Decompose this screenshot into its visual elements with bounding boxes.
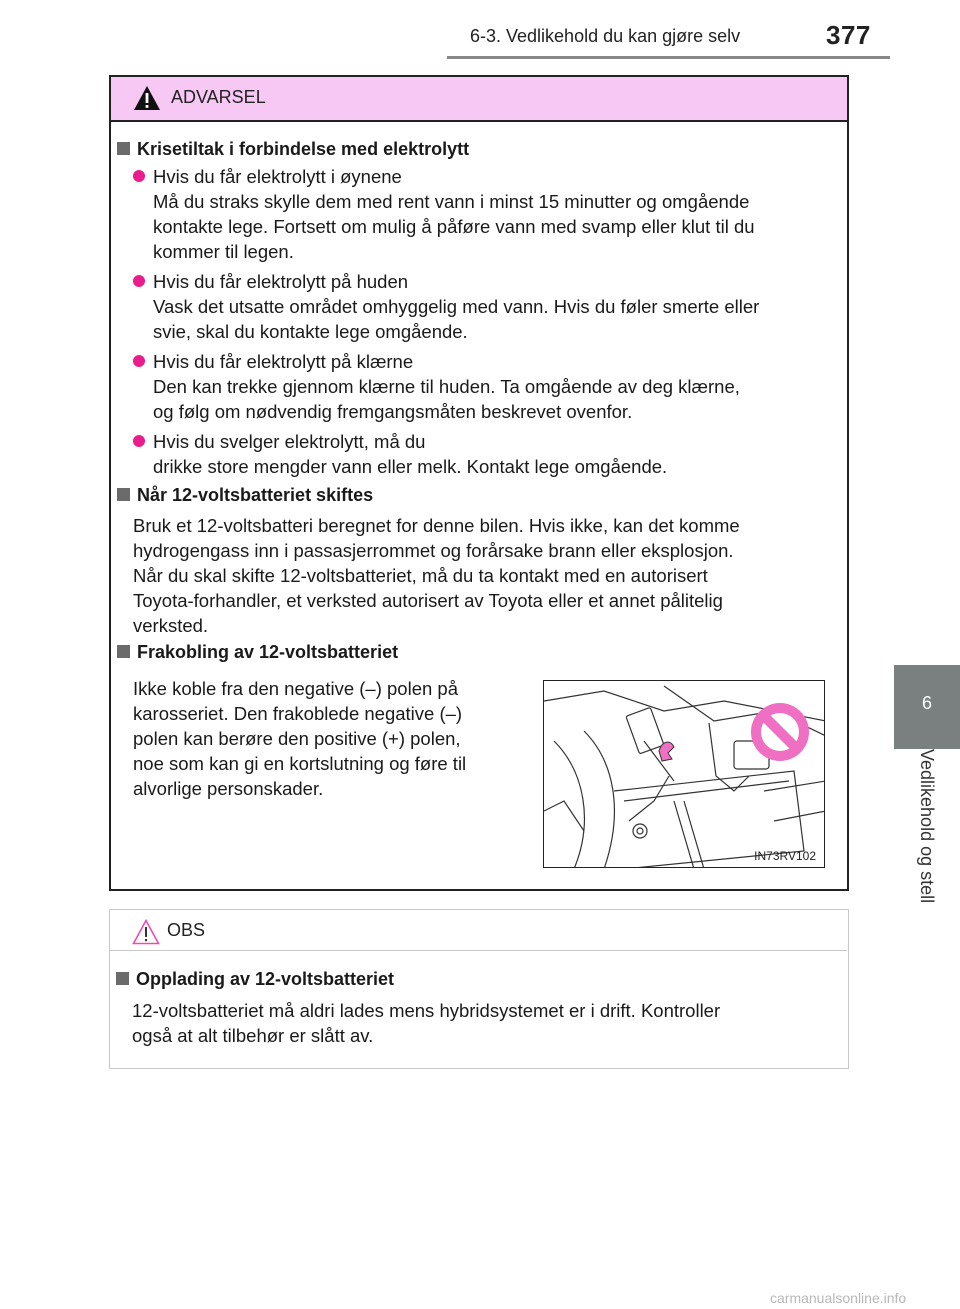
item-line: Hvis du svelger elektrolytt, må du [153,431,426,452]
paragraph [132,998,832,1048]
bullet-dot-icon [133,355,145,367]
bullet-dot-icon [133,435,145,447]
paragraph-line: polen kan berøre den positive (+) polen, [133,728,461,749]
list-item [153,429,843,479]
page-number: 377 [826,20,871,50]
paragraph-line: alvorlige personskader. [133,778,324,799]
square-bullet-icon [117,142,130,155]
section-heading [117,139,469,160]
notice-box [109,909,849,1069]
figure-code: IN73RV102 [754,849,816,863]
item-line: og følg om nødvendig fremgangsmåten beskrevet ovenfor. [153,401,633,422]
list-item [153,269,843,344]
caution-triangle-icon [132,919,160,945]
item-line: drikke store mengder vann eller melk. Kontakt lege omgående. [153,456,668,477]
chapter-label: Vedlikehold og stell [917,749,937,904]
notice-header [110,910,847,951]
watermark: carmanualsonline.info [770,1290,907,1306]
square-bullet-icon [116,972,129,985]
item-line: kommer til legen. [153,241,294,262]
section-heading-text: Når 12-voltsbatteriet skiftes [137,485,374,505]
paragraph-line: verksted. [133,615,209,636]
list-item [153,164,843,264]
battery-illustration [543,680,825,868]
item-line: Hvis du får elektrolytt i øynene [153,166,402,187]
section-heading-text: Krisetiltak i forbindelse med elektrolytt [137,139,470,159]
section-heading [117,642,398,663]
square-bullet-icon [117,645,130,658]
paragraph [133,513,833,638]
paragraph-line: også at alt tilbehør er slått av. [132,1025,374,1046]
bullet-dot-icon [133,170,145,182]
item-line: svie, skal du kontakte lege omgående. [153,321,468,342]
item-line: kontakte lege. Fortsett om mulig å påføre vann med svamp eller klut til du [153,216,755,237]
warning-header [111,77,847,122]
battery-diagram-icon [544,681,825,868]
page-header [0,0,960,60]
paragraph-line: Når du skal skifte 12-voltsbatteriet, må du ta kontakt med en autorisert [133,565,708,586]
notice-label: OBS [167,920,206,940]
section-title: 6-3. Vedlikehold du kan gjøre selv [470,26,741,46]
paragraph-line: noe som kan gi en kortslutning og føre til [133,753,467,774]
paragraph-line: 12-voltsbatteriet må aldri lades mens hybridsystemet er i drift. Kontroller [132,1000,721,1021]
section-heading-text: Opplading av 12-voltsbatteriet [136,969,395,989]
paragraph-line: Toyota-forhandler, et verksted autorisert av Toyota eller et annet pålitelig [133,590,723,611]
chapter-number: 6 [921,693,932,713]
item-line: Den kan trekke gjennom klærne til huden. Ta omgående av deg klærne, [153,376,740,397]
paragraph-line: hydrogengass inn i passasjerrommet og forårsake brann eller eksplosjon. [133,540,734,561]
paragraph-line: Bruk et 12-voltsbatteri beregnet for denne bilen. Hvis ikke, kan det komme [133,515,740,536]
section-heading [116,969,394,990]
item-line: Må du straks skylle dem med rent vann i minst 15 minutter og omgående [153,191,750,212]
warning-label: ADVARSEL [171,87,266,107]
list-item [153,349,843,424]
paragraph-line: Ikke koble fra den negative (–) polen på [133,678,458,699]
item-line: Hvis du får elektrolytt på klærne [153,351,414,372]
chapter-tab[interactable] [894,665,960,749]
paragraph [133,676,523,801]
paragraph-line: karosseriet. Den frakoblede negative (–) [133,703,463,724]
item-line: Vask det utsatte området omhyggelig med vann. Hvis du føler smerte eller [153,296,760,317]
header-rule [447,56,890,59]
item-line: Hvis du får elektrolytt på huden [153,271,409,292]
section-heading-text: Frakobling av 12-voltsbatteriet [137,642,399,662]
square-bullet-icon [117,488,130,501]
warning-triangle-icon [133,85,161,111]
chapter-label-box [894,749,960,949]
bullet-dot-icon [133,275,145,287]
section-heading [117,485,373,506]
